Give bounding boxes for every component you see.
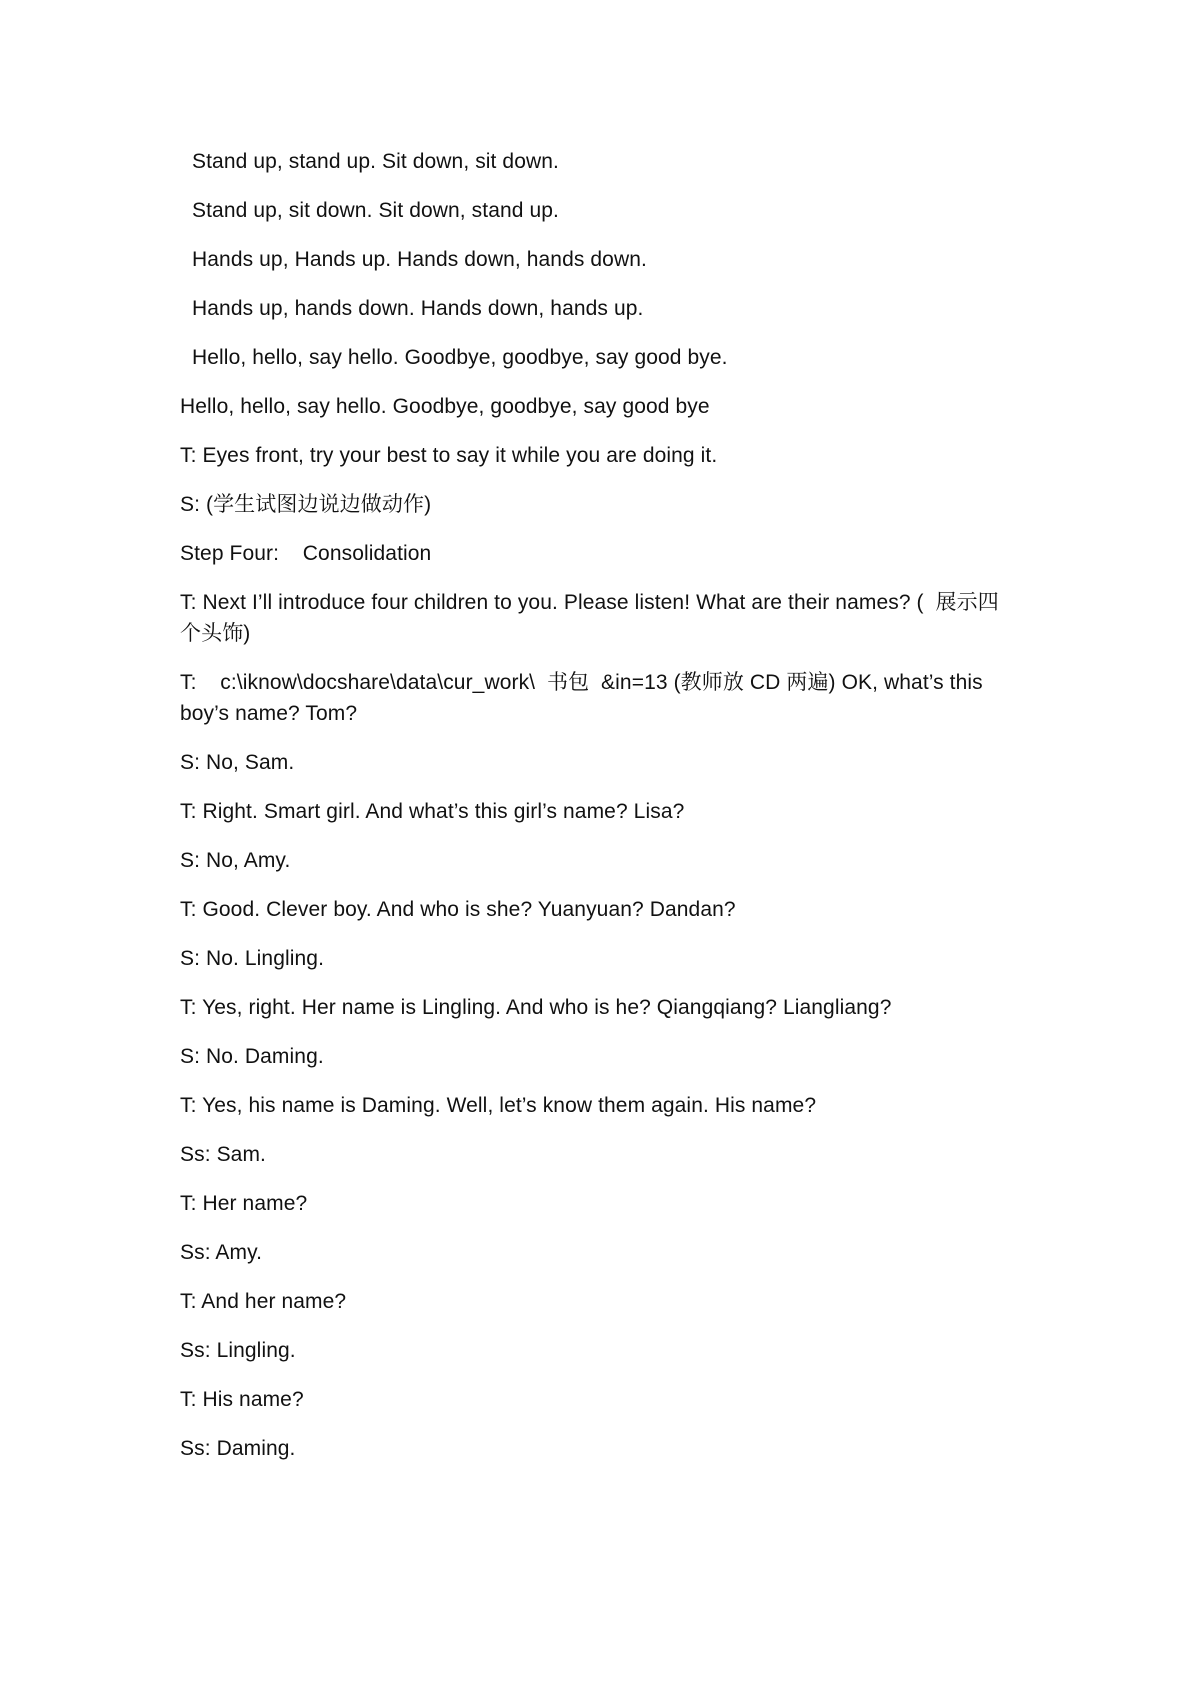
text-line: Hands up, Hands up. Hands down, hands down. [192,248,647,271]
text-line: Ss: Amy. [180,1241,263,1264]
text-line: Ss: Daming. [180,1437,296,1460]
text-line: T: Her name? [180,1192,308,1215]
text-line: S: No, Sam. [180,751,295,774]
text-line: S: No. Daming. [180,1045,324,1068]
text-line: Hands up, hands down. Hands down, hands up. [192,297,644,320]
text-line: S: No. Lingling. [180,947,325,970]
text-line: Ss: Lingling. [180,1339,296,1362]
text-line: T: Right. Smart girl. And what’s this girl’s name? Lisa? [180,800,685,823]
text-line: Stand up, stand up. Sit down, sit down. [192,150,559,173]
text-line: S: No, Amy. [180,849,291,872]
text-line: T: Yes, right. Her name is Lingling. And who is he? Qiangqiang? Liangliang? [180,996,892,1019]
text-line: T: Next I’ll introduce four children to you. Please listen! What are their names? ( 展示四个头饰) [180,591,999,645]
text-line: Ss: Sam. [180,1143,266,1166]
text-line: Hello, hello, say hello. Goodbye, goodbye, say good bye [180,395,710,418]
text-line: T: Yes, his name is Daming. Well, let’s know them again. His name? [180,1094,817,1117]
text-line: Stand up, sit down. Sit down, stand up. [192,199,559,222]
text-line: T: Good. Clever boy. And who is she? Yuanyuan? Dandan? [180,898,736,921]
text-line: T: His name? [180,1388,304,1411]
text-line: T: Eyes front, try your best to say it while you are doing it. [180,444,718,467]
text-line: Hello, hello, say hello. Goodbye, goodbye, say good bye. [192,346,728,369]
step-heading: Step Four: Consolidation [180,542,432,565]
text-line: T: And her name? [180,1290,347,1313]
text-line: T: c:\iknow\docshare\data\cur_work\ 书包 &in=13 (教师放 CD 两遍) OK, what’s this boy’s name? Tom? [180,671,989,725]
text-line: S: (学生试图边说边做动作) [180,493,432,516]
